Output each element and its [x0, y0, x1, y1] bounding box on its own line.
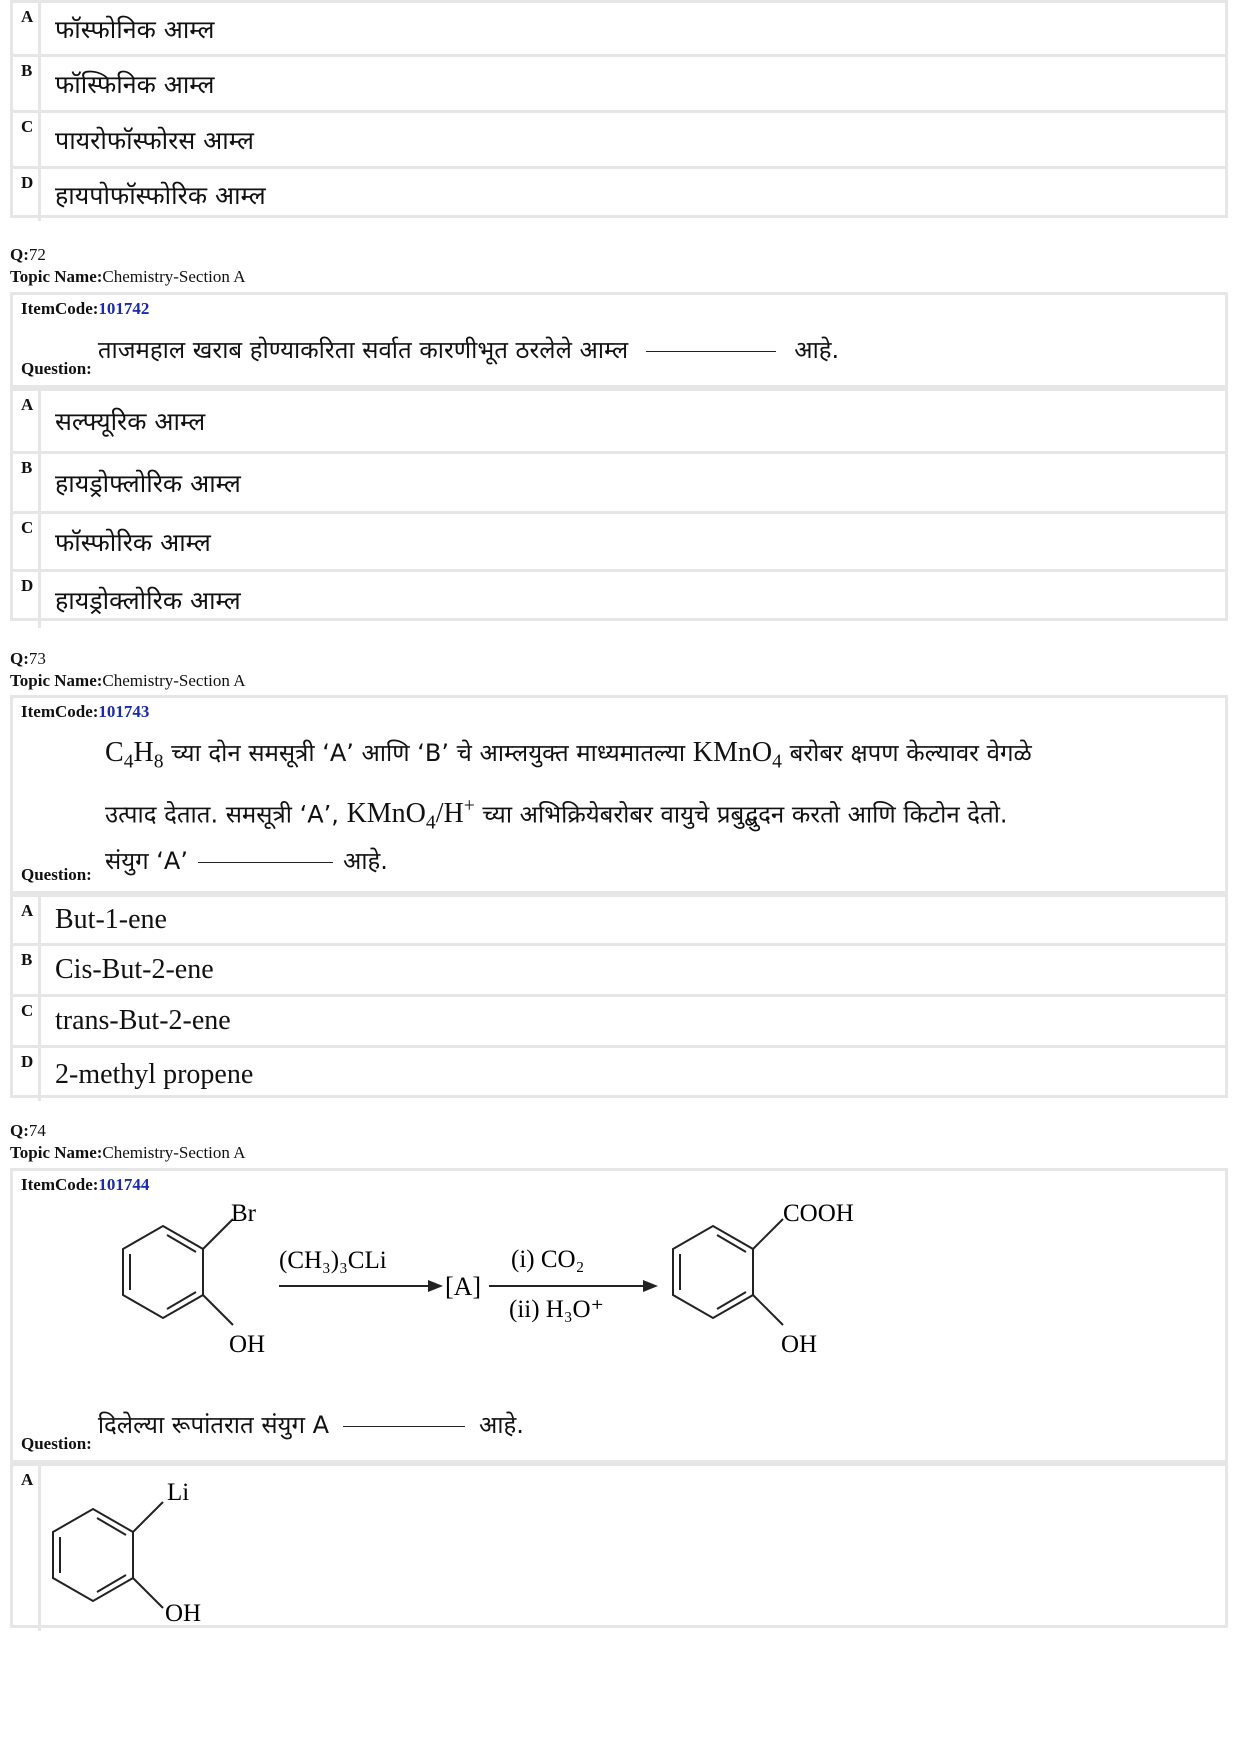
q71-options: [10, 0, 1228, 218]
reactant-substituent-br: Br: [231, 1200, 256, 1227]
q72-option-c[interactable]: C फॉस्फोरिक आम्ल: [13, 511, 1225, 569]
topic-label: Topic Name:: [10, 671, 103, 690]
q72-option-d[interactable]: D हायड्रोक्लोरिक आम्ल: [13, 569, 1225, 628]
q72-header: [10, 244, 245, 288]
option-a-structure: [45, 1466, 265, 1626]
q73-card: [10, 695, 1228, 1098]
question-label: Question:: [21, 1434, 92, 1453]
arrow-1-head: [428, 1280, 443, 1292]
q-number: 73: [28, 649, 46, 668]
q73-option-a[interactable]: A But-1-ene: [13, 894, 1225, 943]
substituent-oh: OH: [165, 1600, 202, 1626]
q72-card: [10, 292, 1228, 621]
q74-header: [10, 1120, 245, 1164]
question-label: Question:: [21, 865, 92, 884]
itemcode: ItemCode:101742: [21, 299, 150, 318]
topic-name: Chemistry-Section A: [102, 267, 246, 286]
product-benzene-ring: [673, 1219, 783, 1325]
q72-option-b[interactable]: B हायड्रोफ्लोरिक आम्ल: [13, 451, 1225, 511]
q-label: Q:: [10, 649, 29, 668]
product-substituent-cooh: COOH: [783, 1200, 854, 1227]
arrow-2-head: [643, 1280, 658, 1292]
reagent-1: (CH₃)₃CLi: [279, 1247, 387, 1274]
q73-option-d[interactable]: D 2-methyl propene: [13, 1045, 1225, 1101]
itemcode: ItemCode:101743: [21, 702, 150, 721]
topic-label: Topic Name:: [10, 1143, 103, 1162]
topic-name: Chemistry-Section A: [102, 1143, 246, 1162]
reactant-substituent-oh: OH: [229, 1331, 266, 1358]
topic-name: Chemistry-Section A: [102, 671, 246, 690]
q73-option-b[interactable]: B Cis-But-2-ene: [13, 943, 1225, 994]
reaction-scheme: [93, 1199, 993, 1374]
benzene-ring: [53, 1502, 163, 1608]
product-substituent-oh: OH: [781, 1331, 818, 1358]
question-text: $C_4H_8$ च्या दोन समसूत्री ‘A’ आणि ‘B’ चे आम्लयुक्त माध्यमातल्या KMnO$_4$ बरोबर क्षपण केल्यावर वेगळे उत्पाद देतात. समसूत्री ‘A’, KMnO$_4$/H+ च्या अभिक्रियेबरोबर वायुचे प्रबुद्बुदन करतो आणि किटोन देतो. संयुग ‘A’ आहे.: [105, 737, 1032, 875]
reactant-benzene-ring: [123, 1219, 233, 1325]
q-label: Q:: [10, 1121, 29, 1140]
q71-option-d[interactable]: D हायपोफॉस्फोरिक आम्ल: [13, 166, 1225, 221]
q-label: Q:: [10, 245, 29, 264]
itemcode: ItemCode:101744: [21, 1175, 150, 1194]
intermediate-a: [A]: [445, 1272, 482, 1301]
q71-option-a[interactable]: A फॉस्फोनिक आम्ल: [13, 3, 1225, 54]
q72-option-a[interactable]: A सल्फ्यूरिक आम्ल: [13, 388, 1225, 451]
question-label: Question:: [21, 359, 92, 378]
topic-label: Topic Name:: [10, 267, 103, 286]
q71-option-b[interactable]: B फॉस्फिनिक आम्ल: [13, 54, 1225, 110]
substituent-li: Li: [167, 1479, 190, 1506]
q71-option-c[interactable]: C पायरोफॉस्फोरस आम्ल: [13, 110, 1225, 166]
q74-option-a[interactable]: A Li OH: [13, 1463, 1225, 1631]
q73-option-c[interactable]: C trans-But-2-ene: [13, 994, 1225, 1045]
q-number: 72: [28, 245, 46, 264]
q-number: 74: [28, 1121, 46, 1140]
question-text: ताजमहाल खराब होण्याकरिता सर्वात कारणीभूत ठरलेले आम्ल आहे.: [97, 336, 840, 364]
question-text: दिलेल्या रूपांतरात संयुग A आहे.: [97, 1411, 524, 1439]
reagent-2a: (i) CO₂: [511, 1246, 585, 1273]
q73-header: [10, 648, 245, 692]
reagent-2b: (ii) H₃O⁺: [509, 1296, 604, 1323]
q74-card: [10, 1168, 1228, 1628]
